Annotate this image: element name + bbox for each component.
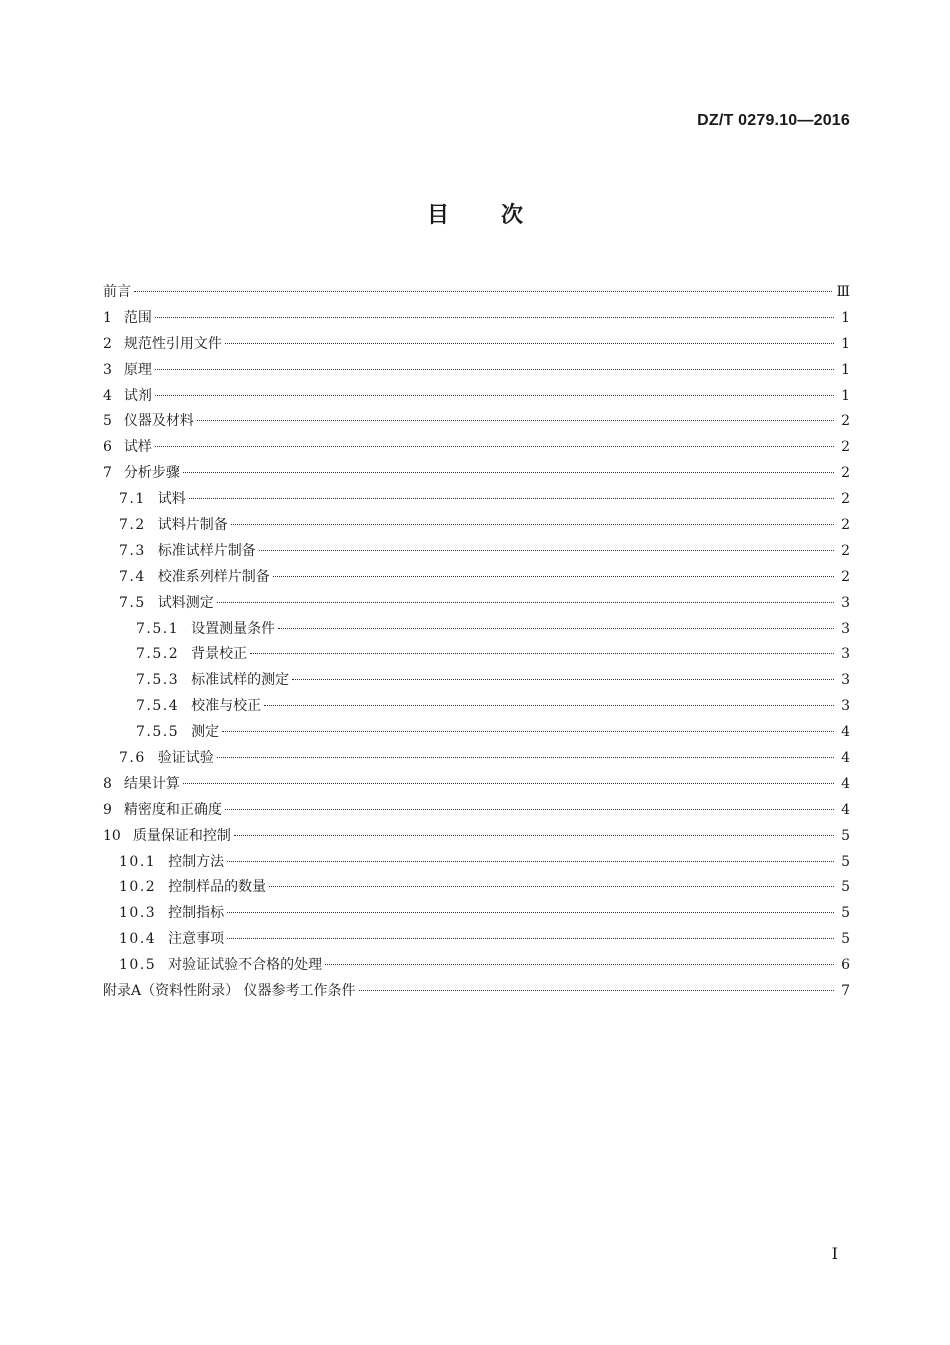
toc-entry[interactable]	[103, 591, 850, 617]
toc-entry-title: 标准试样的测定	[191, 672, 290, 689]
toc-entry-page: 3	[841, 698, 850, 715]
toc-entry-number: 7.5.4	[136, 698, 180, 715]
toc-entry-title: 试料测定	[157, 594, 214, 611]
toc-leader-dots	[183, 783, 834, 784]
toc-leader-dots	[183, 472, 834, 473]
toc-entry-page: 4	[841, 750, 850, 767]
toc-entry-number: 1	[103, 309, 112, 326]
toc-entry-title: 规范性引用文件	[123, 335, 222, 352]
toc-entry-title: 验证试验	[157, 750, 214, 767]
toc-leader-dots	[222, 731, 834, 732]
toc-leader-dots	[225, 809, 834, 810]
toc-entry-number: 7.5	[119, 594, 146, 611]
toc-entry-page: 5	[841, 931, 850, 948]
toc-leader-dots	[217, 757, 834, 758]
toc-entry-title: 注意事项	[168, 931, 225, 948]
toc-entry[interactable]	[103, 306, 850, 332]
toc-entry-page: 3	[841, 646, 850, 663]
toc-entry-title: 试样	[123, 439, 152, 456]
toc-entry-number: 10.2	[119, 879, 157, 896]
toc-entry-number: 4	[103, 387, 112, 404]
toc-entry-title: 控制指标	[168, 905, 225, 922]
table-of-contents	[103, 280, 850, 1005]
toc-entry-number: 7.1	[119, 491, 146, 508]
toc-entry-number: 7.5.3	[136, 672, 180, 689]
toc-entry[interactable]	[103, 772, 850, 798]
toc-entry-title: 原理	[123, 361, 152, 378]
toc-entry-page: Ⅲ	[836, 284, 850, 300]
toc-entry-title: 校准系列样片制备	[157, 568, 270, 585]
toc-entry[interactable]	[103, 487, 850, 513]
toc-entry-page: 3	[841, 594, 850, 611]
toc-entry-number: 7.6	[119, 750, 146, 767]
toc-entry[interactable]	[103, 409, 850, 435]
toc-entry-page: 4	[841, 801, 850, 818]
toc-entry[interactable]	[103, 513, 850, 539]
toc-leader-dots	[227, 912, 834, 913]
toc-entry-number: 3	[103, 361, 112, 378]
toc-entry-number: 5	[103, 413, 112, 430]
toc-entry-number: 7.5.2	[136, 646, 180, 663]
page-title: 目次	[426, 203, 575, 228]
toc-entry-title: 测定	[191, 724, 220, 741]
toc-leader-dots	[250, 653, 834, 654]
toc-entry-number: 10.3	[119, 905, 157, 922]
standard-code: DZ/T 0279.10—2016	[697, 112, 850, 129]
toc-entry-page: 3	[841, 620, 850, 637]
toc-entry-number: 2	[103, 335, 112, 352]
toc-entry-title: 标准试样片制备	[157, 542, 256, 559]
toc-entry-page: 1	[841, 361, 850, 378]
toc-entry-title: 前言	[103, 284, 131, 300]
toc-entry-title: 控制样品的数量	[168, 879, 267, 896]
toc-entry-number: 7	[103, 465, 112, 482]
toc-leader-dots	[225, 343, 834, 344]
toc-leader-dots	[227, 938, 834, 939]
toc-entry[interactable]	[103, 358, 850, 384]
toc-entry[interactable]	[103, 953, 850, 979]
toc-entry[interactable]	[103, 565, 850, 591]
toc-entry-page: 2	[841, 465, 850, 482]
toc-entry-number: 7.2	[119, 517, 146, 534]
toc-leader-dots	[234, 835, 834, 836]
toc-entry-page: 2	[841, 439, 850, 456]
toc-leader-dots	[155, 369, 834, 370]
toc-entry-title: 试剂	[123, 387, 152, 404]
toc-entry[interactable]	[103, 979, 850, 1005]
toc-entry[interactable]	[103, 850, 850, 876]
toc-entry-page: 6	[841, 957, 850, 974]
toc-entry-title: 背景校正	[191, 646, 248, 663]
toc-entry-title: 仪器及材料	[123, 413, 194, 430]
toc-entry[interactable]	[103, 824, 850, 850]
toc-entry-title: 精密度和正确度	[123, 801, 222, 818]
toc-leader-dots	[269, 886, 834, 887]
toc-entry[interactable]	[103, 384, 850, 410]
toc-leader-dots	[197, 420, 834, 421]
toc-entry-number: 10	[103, 827, 121, 844]
toc-entry-number: 10.5	[119, 957, 157, 974]
toc-entry-title: 设置测量条件	[191, 620, 276, 637]
toc-leader-dots	[217, 602, 834, 603]
toc-entry-page: 5	[841, 853, 850, 870]
toc-leader-dots	[273, 576, 834, 577]
toc-entry-title: 分析步骤	[123, 465, 180, 482]
toc-leader-dots	[264, 705, 834, 706]
toc-entry-page: 2	[841, 542, 850, 559]
toc-leader-dots	[292, 679, 834, 680]
toc-entry[interactable]	[103, 694, 850, 720]
toc-leader-dots	[155, 317, 834, 318]
toc-entry[interactable]	[103, 461, 850, 487]
toc-entry-title: 质量保证和控制	[132, 827, 231, 844]
toc-entry-page: 2	[841, 517, 850, 534]
toc-entry-title: 试料	[157, 491, 186, 508]
toc-entry[interactable]	[103, 435, 850, 461]
toc-entry-page: 7	[841, 983, 850, 1000]
toc-entry-number: 8	[103, 775, 112, 792]
toc-entry-page: 2	[841, 491, 850, 508]
toc-entry-page: 1	[841, 309, 850, 326]
toc-entry-title: 对验证试验不合格的处理	[168, 957, 323, 974]
toc-leader-dots	[227, 861, 834, 862]
toc-entry-number: 7.5.5	[136, 724, 180, 741]
toc-entry[interactable]	[103, 539, 850, 565]
toc-entry-number: 6	[103, 439, 112, 456]
toc-entry-page: 5	[841, 827, 850, 844]
toc-entry[interactable]	[103, 746, 850, 772]
toc-entry-title: 试料片制备	[157, 517, 228, 534]
toc-entry-title: 结果计算	[123, 775, 180, 792]
toc-entry-number: 10.1	[119, 853, 157, 870]
toc-leader-dots	[325, 964, 834, 965]
page-number: I	[831, 1244, 838, 1263]
toc-entry-page: 4	[841, 724, 850, 741]
toc-entry[interactable]	[103, 798, 850, 824]
toc-entry[interactable]	[103, 617, 850, 643]
toc-entry-page: 1	[841, 387, 850, 404]
toc-entry-title: 控制方法	[168, 853, 225, 870]
toc-entry-page: 5	[841, 879, 850, 896]
toc-leader-dots	[155, 446, 834, 447]
toc-entry-page: 1	[841, 335, 850, 352]
toc-entry-page: 2	[841, 568, 850, 585]
toc-leader-dots	[231, 524, 834, 525]
toc-entry[interactable]	[103, 901, 850, 927]
toc-leader-dots	[134, 291, 832, 292]
toc-leader-dots	[259, 550, 834, 551]
toc-entry[interactable]	[103, 668, 850, 694]
toc-entry-page: 4	[841, 775, 850, 792]
toc-entry-title: 范围	[123, 309, 152, 326]
toc-entry-number: 7.4	[119, 568, 146, 585]
toc-entry-title: 附录A（资料性附录） 仪器参考工作条件	[103, 983, 356, 1000]
toc-entry-title: 校准与校正	[191, 698, 262, 715]
toc-entry[interactable]	[103, 332, 850, 358]
toc-entry-number: 7.3	[119, 542, 146, 559]
toc-entry-number: 7.5.1	[136, 620, 180, 637]
toc-entry[interactable]	[103, 720, 850, 746]
toc-leader-dots	[359, 990, 834, 991]
toc-leader-dots	[155, 395, 834, 396]
toc-leader-dots	[189, 498, 834, 499]
toc-entry-page: 5	[841, 905, 850, 922]
toc-entry-number: 10.4	[119, 931, 157, 948]
toc-entry[interactable]	[103, 875, 850, 901]
toc-entry-page: 3	[841, 672, 850, 689]
toc-entry-page: 2	[841, 413, 850, 430]
toc-entry-number: 9	[103, 801, 112, 818]
toc-leader-dots	[278, 628, 834, 629]
toc-entry[interactable]	[103, 280, 850, 306]
toc-entry[interactable]	[103, 927, 850, 953]
toc-entry[interactable]	[103, 642, 850, 668]
